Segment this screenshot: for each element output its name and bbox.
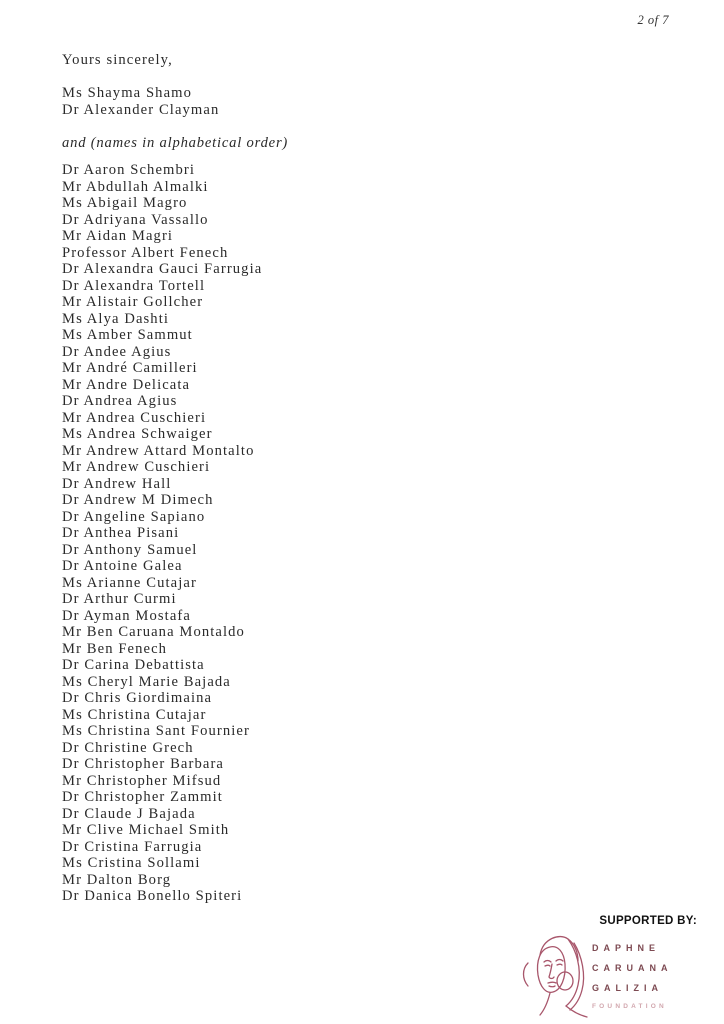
list-name: Dr Angeline Sapiano: [62, 508, 206, 525]
list-name: Dr Arthur Curmi: [62, 591, 177, 607]
list-name: Dr Ayman Mostafa: [62, 607, 191, 624]
list-name: Mr Andre Delicata: [62, 376, 191, 393]
list-name: Ms Andrea Schwaiger: [62, 426, 213, 442]
letter-content: [62, 52, 288, 905]
list-name: Dr Andrea Agius: [62, 393, 178, 409]
alphabetical-note: and (names in alphabetical order): [62, 134, 289, 151]
woman-face-icon: [521, 930, 589, 1022]
list-name: Mr Ben Caruana Montaldo: [62, 624, 245, 640]
list-name: Mr André Camilleri: [62, 360, 198, 376]
list-name: Dr Carina Debattista: [62, 657, 205, 673]
list-name: Dr Anthony Samuel: [62, 541, 198, 558]
list-name: Dr Andrew M Dimech: [62, 492, 214, 508]
list-name: Mr Aidan Magri: [62, 228, 174, 244]
list-name: Mr Andrew Attard Montalto: [62, 442, 255, 459]
list-name: Dr Chris Giordimaina: [62, 690, 213, 706]
list-name: Dr Aaron Schembri: [62, 162, 195, 178]
list-name: Dr Anthea Pisani: [62, 525, 180, 541]
foundation-wordmark: [592, 943, 673, 1010]
list-name: Dr Cristina Farrugia: [62, 838, 203, 855]
list-name: Dr Adriyana Vassallo: [62, 211, 209, 228]
supported-by-label: SUPPORTED BY:: [599, 915, 697, 927]
signatory-name: Ms Shayma Shamo: [62, 85, 193, 101]
list-name: Mr Andrew Cuschieri: [62, 459, 211, 475]
wordmark-lines: [592, 943, 673, 1003]
closing-line: Yours sincerely,: [62, 52, 173, 68]
foundation-subtitle: FOUNDATION: [592, 1003, 667, 1010]
list-name: Mr Dalton Borg: [62, 871, 172, 888]
page-number: 2 of 7: [637, 13, 669, 27]
list-name: Mr Ben Fenech: [62, 640, 168, 657]
list-name: Ms Cristina Sollami: [62, 855, 201, 871]
list-name: Ms Arianne Cutajar: [62, 574, 197, 591]
list-name: Ms Christina Cutajar: [62, 706, 207, 723]
list-name: Ms Christina Sant Fournier: [62, 723, 250, 739]
wordmark-line: CARUANA: [592, 963, 673, 973]
foundation-logo: [521, 930, 673, 1022]
list-name: Professor Albert Fenech: [62, 244, 229, 261]
signatory-name: Dr Alexander Clayman: [62, 101, 220, 118]
list-name: Dr Alexandra Gauci Farrugia: [62, 261, 263, 277]
list-name: Mr Christopher Mifsud: [62, 772, 222, 789]
list-name: Dr Christopher Zammit: [62, 789, 223, 805]
wordmark-line: GALIZIA: [592, 983, 663, 993]
list-name: Dr Christine Grech: [62, 739, 194, 756]
list-name: Ms Alya Dashti: [62, 310, 170, 327]
list-name: Dr Claude J Bajada: [62, 805, 196, 822]
list-name: Dr Antoine Galea: [62, 558, 183, 574]
list-name: Dr Danica Bonello Spiteri: [62, 888, 243, 904]
list-name: Dr Christopher Barbara: [62, 756, 224, 772]
names-list: [62, 162, 288, 905]
list-name: Mr Abdullah Almalki: [62, 178, 209, 195]
list-name: Dr Andee Agius: [62, 343, 172, 360]
list-name: Ms Amber Sammut: [62, 327, 193, 343]
list-name: Mr Alistair Gollcher: [62, 294, 204, 310]
wordmark-line: DAPHNE: [592, 943, 661, 953]
list-name: Ms Cheryl Marie Bajada: [62, 673, 231, 690]
list-name: Mr Clive Michael Smith: [62, 822, 230, 838]
list-name: Dr Andrew Hall: [62, 475, 172, 492]
list-name: Ms Abigail Magro: [62, 195, 188, 211]
list-name: Dr Alexandra Tortell: [62, 277, 206, 294]
list-name: Mr Andrea Cuschieri: [62, 409, 207, 426]
signatories-list: [62, 85, 288, 118]
